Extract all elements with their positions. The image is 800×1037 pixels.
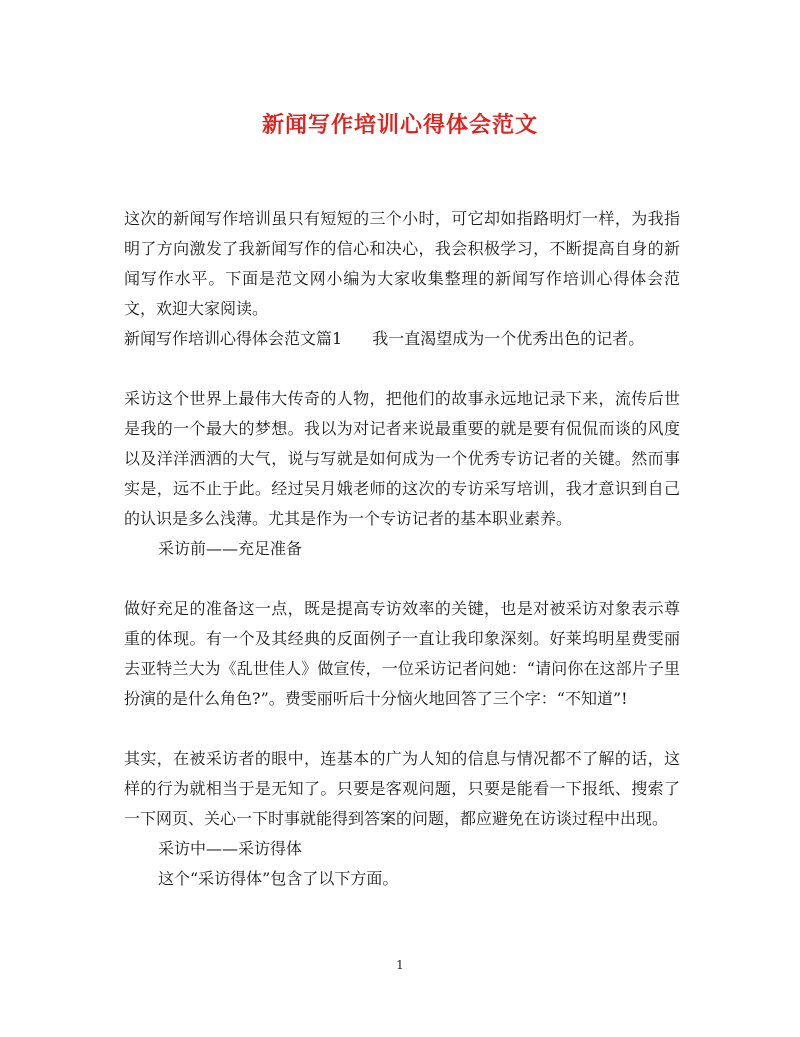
document-body	[124, 204, 680, 894]
heading-before-interview: 采访前——充足准备	[158, 539, 303, 558]
paragraph-3: 其实，在被采访者的眼中，连基本的广为人知的信息与情况都不了解的话，这样的行为就相当于是无知了。只要是客观问题，只要是能看一下报纸、搜索了一下网页、关心一下时事就能得到答案的问题，都应避免在访谈过程中出现。	[124, 749, 680, 828]
paragraph-gap	[124, 714, 680, 744]
paragraph-gap	[124, 354, 680, 384]
paragraph-1: 采访这个世界上最伟大传奇的人物，把他们的故事永远地记录下来，流传后世是我的一个最大的梦想。我以为对记者来说最重要的就是要有侃侃而谈的风度以及洋洋洒洒的大气，说与写就是如何成为一个优秀专访记者的关键。然而事实是，远不止于此。经过吴月娥老师的这次的专访采写培训，我才意识到自己的认识是多么浅薄。尤其是作为一个专访记者的基本职业素养。	[124, 389, 680, 528]
heading-during-interview: 采访中——采访得体	[158, 839, 303, 858]
section-line	[124, 324, 680, 354]
paragraph-gap	[124, 564, 680, 594]
document-title: 新闻写作培训心得体会范文	[261, 112, 538, 138]
paragraph-4: 这个“采访得体”包含了以下方面。	[158, 869, 399, 888]
section-label: 新闻写作培训心得体会范文篇1	[124, 329, 343, 348]
paragraph-2: 做好充足的准备这一点，既是提高专访效率的关键，也是对被采访对象表示尊重的体现。有一个及其经典的反面例子一直让我印象深刻。好莱坞明星费雯丽去亚特兰大为《乱世佳人》做宣传，一位采访记者问她：“请问你在这部片子里扮演的是什么角色?”。费雯丽听后十分恼火地回答了三个字：“不知道”!	[124, 599, 680, 708]
intro-paragraph: 这次的新闻写作培训虽只有短短的三个小时，可它却如指路明灯一样，为我指明了方向激发了我新闻写作的信心和决心，我会积极学习，不断提高自身的新闻写作水平。下面是范文网小编为大家收集整理的新闻写作培训心得体会范文，欢迎大家阅读。	[124, 209, 680, 318]
section-first-line: 我一直渴望成为一个优秀出色的记者。	[372, 329, 645, 348]
page-number: 1	[396, 958, 404, 972]
